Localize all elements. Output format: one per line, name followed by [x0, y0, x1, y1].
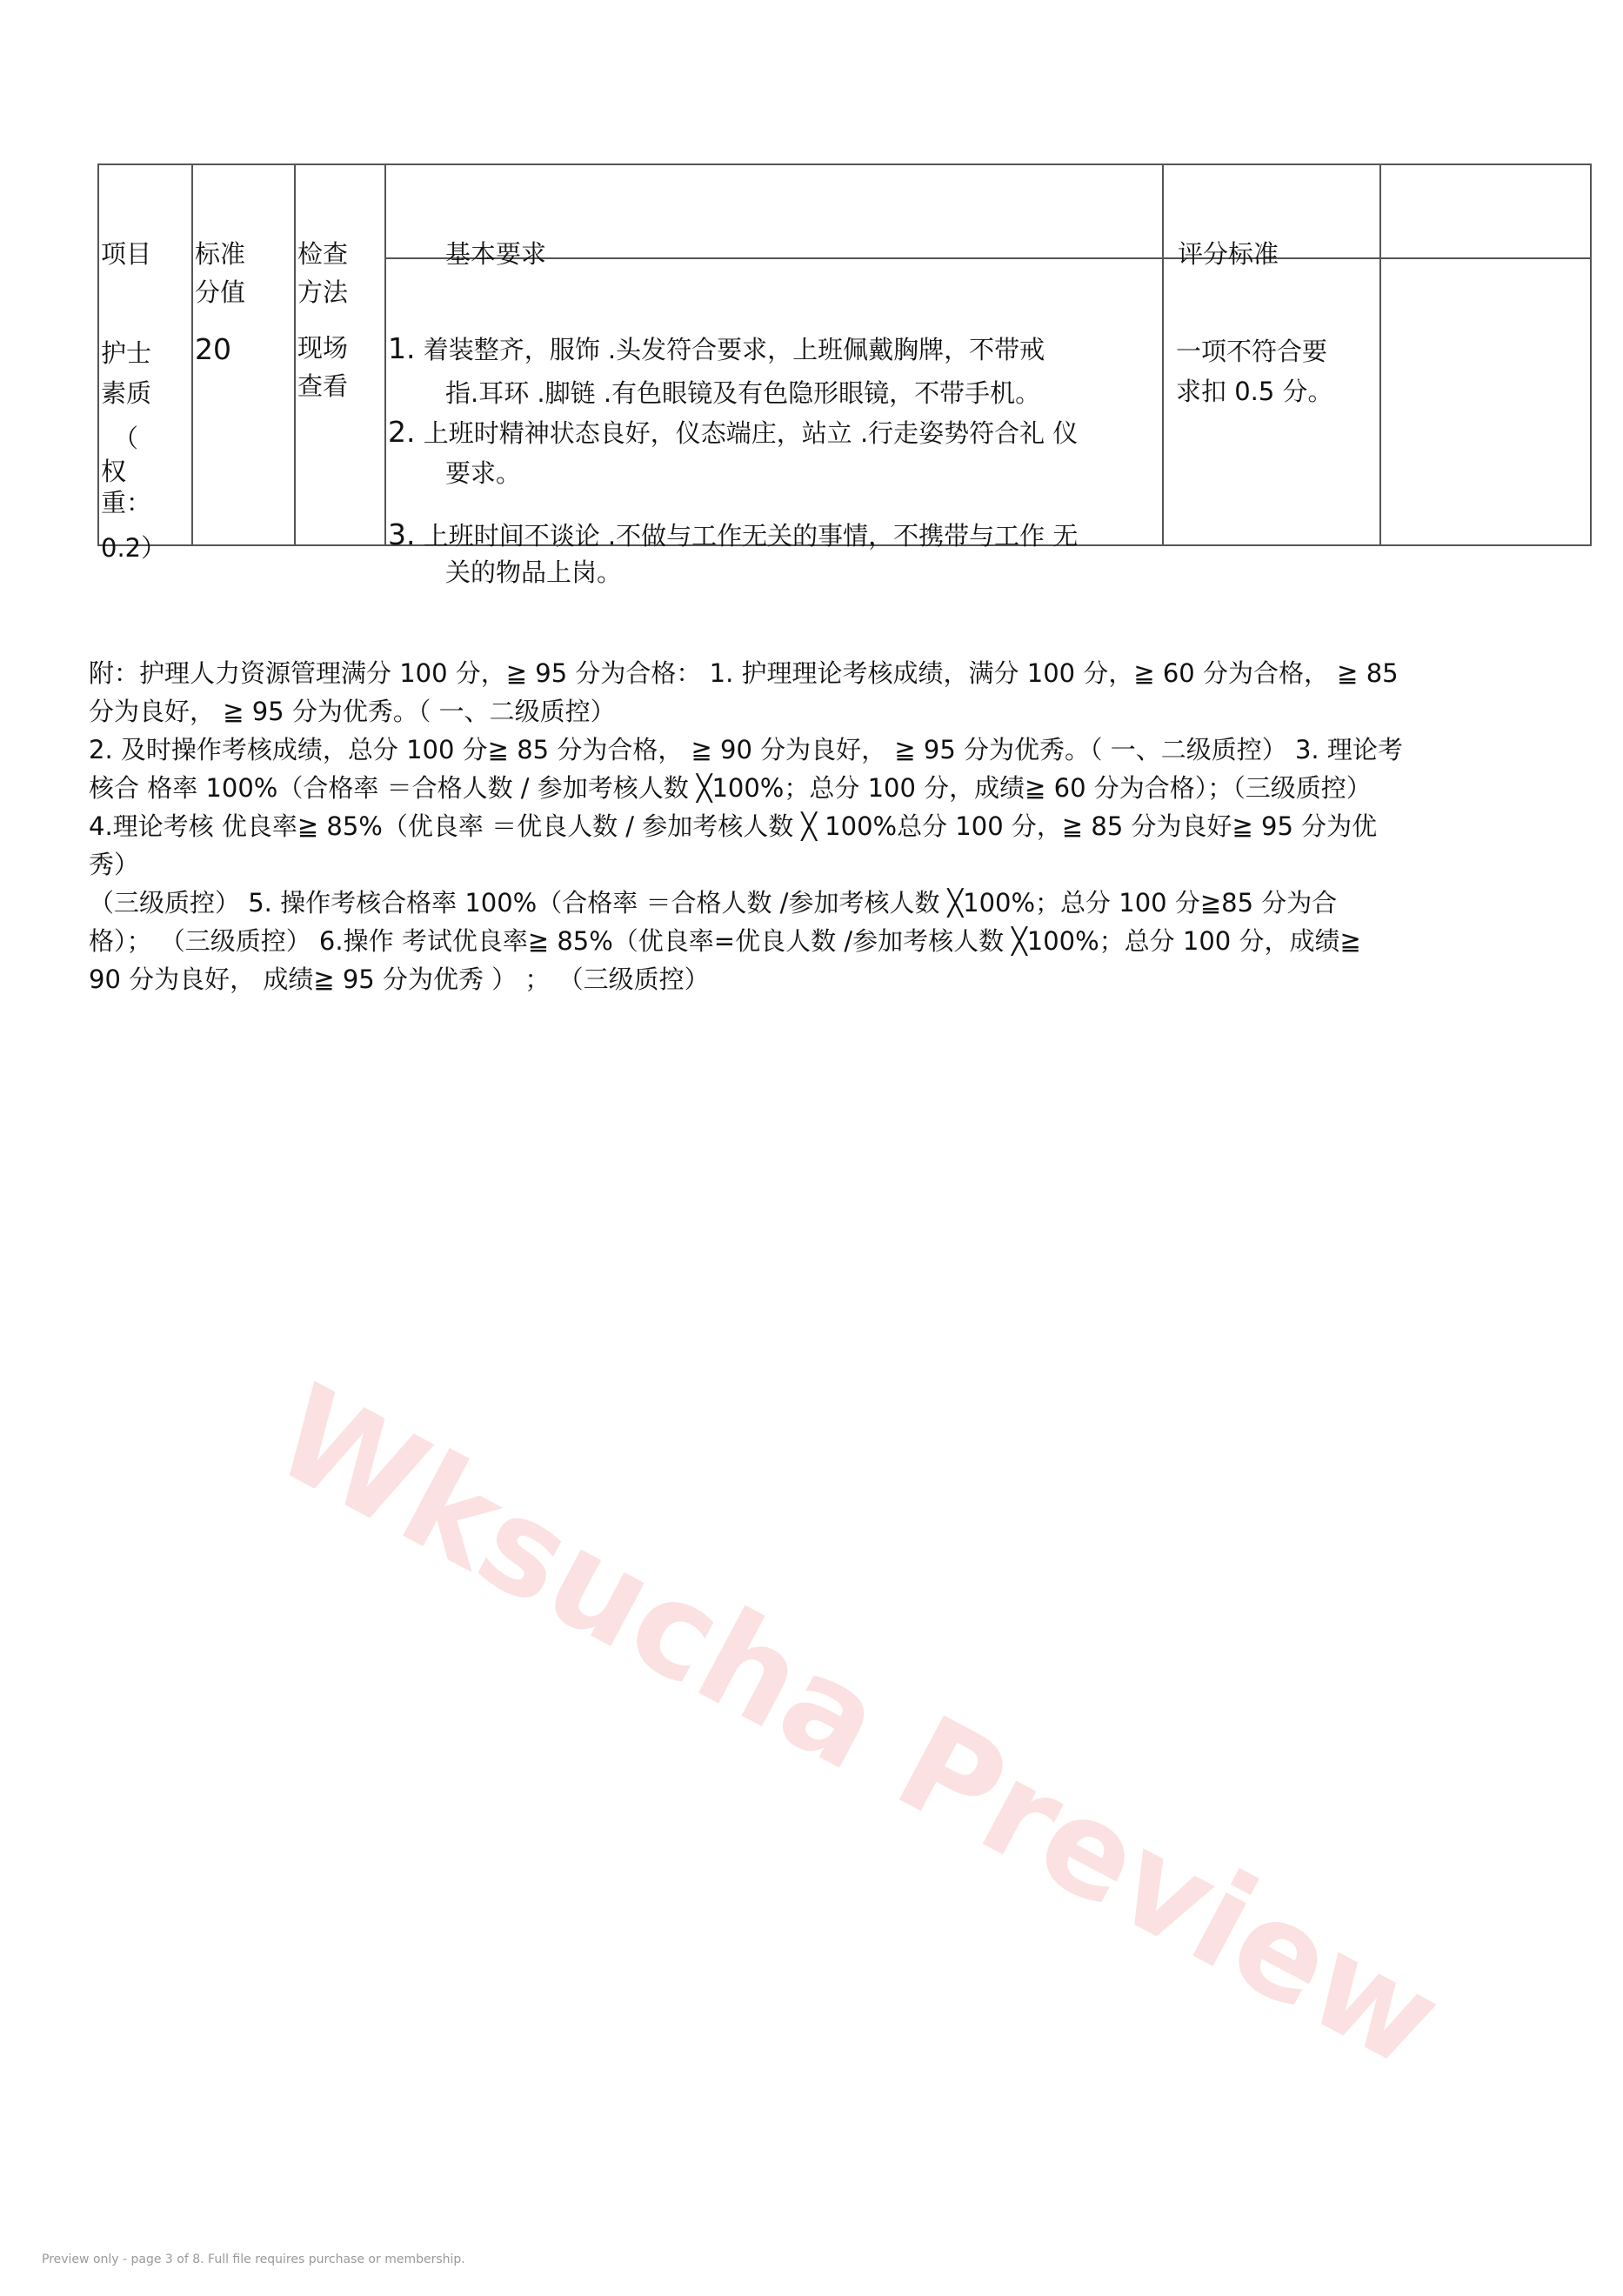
header-standard-score-line2: 分值 [195, 277, 246, 307]
requirement-3-number: 3. [388, 517, 416, 551]
header-basic-requirements: 基本要求 [445, 239, 547, 269]
row-criteria-line1: 一项不符合要 [1176, 337, 1328, 366]
note-line-1: 附：护理人力资源管理满分 100 分，≧ 95 分为合格： 1. 护理理论考核成绩，满分 100 分，≧ 60 分为合格， ≧ 85 [89, 658, 1399, 688]
header-standard-score-line1: 标准 [195, 239, 246, 269]
table-col-border-2 [191, 164, 193, 546]
table-col-border-4 [384, 164, 386, 546]
table-col-border-6 [1379, 164, 1381, 546]
row-item-line2: 素质 [101, 378, 152, 408]
requirement-2-number: 2. [388, 415, 416, 449]
note-line-7: （三级质控） 5. 操作考核合格率 100%（合格率 ＝合格人数 /参加考核人数 ╳100%；总分 100 分≧85 分为合 [89, 888, 1338, 918]
header-check-method-line1: 检查 [297, 239, 349, 269]
table-col-border-5 [1162, 164, 1164, 546]
row-criteria-line2: 求扣 0.5 分。 [1176, 377, 1333, 406]
note-line-2: 分为良好， ≧ 95 分为优秀。（ 一、二级质控） [89, 697, 616, 726]
requirement-3-line1: 上班时间不谈论 .不做与工作无关的事情，不携带与工作 无 [423, 521, 1079, 551]
preview-watermark: Wksucha Preview [251, 1357, 1464, 2098]
requirement-1-line2: 指.耳环 .脚链 .有色眼镜及有色隐形眼镜，不带手机。 [445, 378, 1041, 408]
appendix-notes [89, 654, 1550, 998]
row-standard-score: 20 [195, 332, 231, 366]
header-check-method-line2: 方法 [297, 277, 349, 307]
row-check-method-line1: 现场 [297, 333, 349, 363]
note-line-3: 2. 及时操作考核成绩，总分 100 分≧ 85 分为合格， ≧ 90 分为良好， ≧ 95 分为优秀。（ 一、二级质控） 3. 理论考 [89, 735, 1403, 764]
requirement-2-line2: 要求。 [445, 458, 522, 488]
row-item-line5: 重： [101, 488, 152, 517]
note-line-4: 核合 格率 100%（合格率 ＝合格人数 / 参加考核人数 ╳100%；总分 100 分，成绩≧ 60 分为合格）；（三级质控） [89, 773, 1372, 803]
requirement-2-line1: 上班时精神状态良好，仪态端庄，站立 .行走姿势符合礼 仪 [423, 418, 1079, 448]
requirement-3-line2: 关的物品上岗。 [445, 557, 623, 587]
table-col-border-7 [1590, 164, 1592, 546]
requirement-1-number: 1. [388, 331, 416, 365]
row-check-method-line2: 查看 [297, 371, 349, 401]
note-line-6: 秀） [89, 850, 140, 879]
row-item-line1: 护士 [101, 338, 152, 368]
note-line-9: 90 分为良好， 成绩≧ 95 分为优秀 ） ； （三级质控） [89, 964, 710, 994]
table-top-border [97, 164, 1592, 165]
table-col-border-3 [294, 164, 296, 546]
header-scoring-criteria: 评分标准 [1178, 239, 1279, 269]
note-line-5: 4.理论考核 优良率≧ 85%（优良率 ＝优良人数 / 参加考核人数 ╳ 100%总分 100 分，≧ 85 分为良好≧ 95 分为优 [89, 811, 1378, 841]
row-item-line4: 权 [101, 457, 127, 486]
header-item: 项目 [101, 239, 152, 269]
preview-footer-note: Preview only - page 3 of 8. Full file requires purchase or membership. [42, 2253, 465, 2266]
row-item-line6: 0.2） [101, 533, 167, 563]
table-col-border-1 [97, 164, 99, 546]
row-item-line3: （ [113, 424, 139, 453]
requirement-1-line1: 着装整齐，服饰 .头发符合要求，上班佩戴胸牌，不带戒 [423, 335, 1045, 364]
note-line-8: 格）； （三级质控） 6.操作 考试优良率≧ 85%（优良率=优良人数 /参加考核人数 ╳100%；总分 100 分，成绩≧ [89, 926, 1361, 956]
